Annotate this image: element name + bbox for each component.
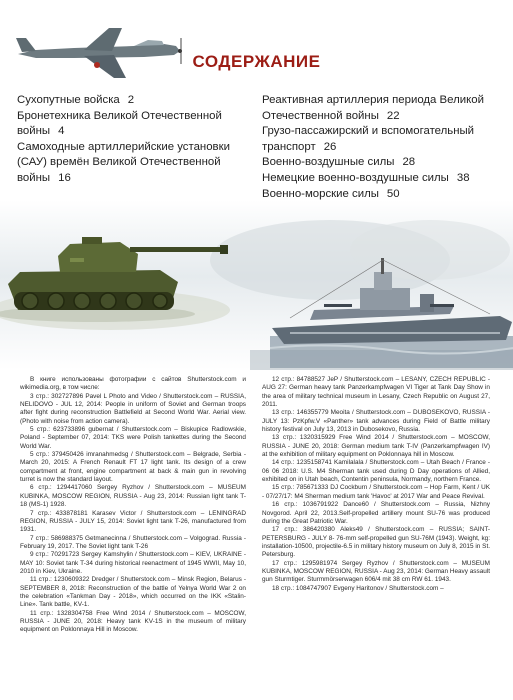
toc-item-title: Грузо-пассажирский и вспомогательный транспорт [262, 125, 475, 153]
toc-item[interactable] [17, 93, 257, 109]
toc-item-page: 22 [386, 109, 400, 122]
credit-line: 14 стр.: 1235158741 Kamilalala / Shutterstock.com – Utah Beach / France - 06 06 2018: U.S. M4 Sherman tank used during D Day operations of Allied, exhibited on in Utah beach, Contentin peninsula, Normandy, northern France. [262, 459, 490, 484]
toc-item-title: Реактивная артиллерия периода Великой Отечественной войны [262, 94, 484, 122]
credit-line: 13 стр.: 1320315929 Free Wind 2014 / Shutterstock.com – MOSCOW, RUSSIA - JUNE 20, 2018: German medium tank T-IV (Panzerkampfwagen IV) at the exhibition of military equipment on Poklonnaya hill in Moscow. [262, 434, 490, 459]
credit-line: 12 стр.: 84788527 JeP / Shutterstock.com – LESANY, CZECH REPUBLIC - AUG 27: German heavy tank Panzerkampfwagen VI Tiger at Tank Day Show in the area of military technical museum in Lesany, Czech Republic on August 27, 2011. [262, 376, 490, 409]
credit-line: 17 стр.: 1295981974 Sergey Ryzhov / Shutterstock.com – MUSEUM KUBINKA, MOSCOW REGION, RUSSIA - Aug 23, 2014: German Heavy assault gun Sturmtiger. Sturmmörserwagen 606/4 mit 38 cm RW 61. 1943. [262, 559, 490, 584]
credit-line: 6 стр.: 1294417060 Sergey Ryzhov / Shutterstock.com – MUSEUM KUBINKA, MOSCOW REGION, RUSSIA - Aug 23, 2014: Russian light tank T-18 (MS-1) 1928. [20, 484, 246, 509]
photo-credits-right [262, 376, 490, 593]
credit-line: 7 стр.: 433878181 Karasev Victor / Shutterstock.com – LENINGRAD REGION, RUSSIA - JULY 15, 2014: Soviet light tank T-26, manufactured from 1931. [20, 509, 246, 534]
toc-item-page: 4 [58, 125, 65, 138]
toc-item-page: 2 [127, 94, 135, 106]
toc-item[interactable] [262, 93, 502, 124]
toc-item-page: 26 [323, 140, 337, 153]
toc-left-column [17, 93, 257, 187]
credit-line: 17 стр.: 386420380 Aleks49 / Shutterstock.com – RUSSIA; SAINT-PETERSBURG - JULY 8- 76-mm self-propelled gun SU-76M (1943). Weight, kg: installation-10500, projectile-6.5 in military history museum on July 8, 2015 in St. Petersburg. [262, 526, 490, 559]
credit-line: 13 стр.: 146355779 Meoita / Shutterstock.com – DUBOSEKOVO, RUSSIA - JULY 13: PzKpfw.V «Panther» tank advances during Field of Battle military history festival on July 13, 2013 in Dubosekovo, Russia. [262, 409, 490, 434]
toc-item-page: 16 [58, 171, 71, 184]
toc-item-title: Немецкие военно-воздушные силы [262, 171, 449, 184]
credit-line: 11 стр.: 1230609322 Dredger / Shutterstock.com – Minsk Region, Belarus - SEPTEMBER 8, 2018: Reconstruction of the battle of Yelnya World War 2 on the celebration «Tankman Day - 2018», which occurred on the IKK «Stalin-Line». Tank battle, KV-1. [20, 576, 246, 609]
toc-item-title: Самоходные артиллерийские установки (САУ) времён Великой Отечественной войны [17, 140, 230, 184]
toc-item-title: Сухопутные войска [17, 94, 120, 106]
toc-item-title: Военно-морские силы [262, 187, 379, 200]
toc-item[interactable] [17, 140, 257, 187]
credit-line: 3 стр.: 302727896 Pavel L Photo and Video / Shutterstock.com – RUSSIA, NELIDOVO - JUL 12, 2014: People in uniform of Soviet and German troops after fight during reconstruction Battlefield at Second World War. Aerial view. (Photo with noise from action camera). [20, 392, 246, 425]
toc-item-page: 38 [456, 171, 470, 184]
credit-line: 7 стр.: 586988375 Getmanecinna / Shutterstock.com – Volgograd. Russia - February 19, 2017. The Soviet light tank T-26 [20, 534, 246, 550]
credit-line: 18 стр.: 1084747907 Evgeny Haritonov / Shutterstock.com – [272, 584, 444, 592]
toc-item-page: 28 [402, 156, 416, 169]
toc-item-page: 50 [386, 187, 400, 200]
toc-item[interactable] [262, 155, 502, 171]
credit-line: 16 стр.: 1036791922 Dance60 / Shutterstock.com – Russia, Nizhny Novgorod. April 22, 2013.Self-propelled artillery mount SU-76 was produced during the Great Patriotic War. [262, 501, 490, 525]
t34-tank-illustration [0, 226, 230, 326]
credit-line: В книге использованы фотографии с сайтов Shutterstock.com и wikimedia.org, в том числе: [20, 376, 246, 392]
credit-line: 5 стр.: 623733896 gubernat / Shutterstock.com – Biskupice Radlowskie, Poland - September 07, 2014: TKS were Polish tankettes during the Second World War. [20, 426, 246, 450]
credit-line: 9 стр.: 70291723 Sergey Kamshylin / Shutterstock.com – KIEV, UKRAINE - MAY 10: Soviet tank T-34 during historical reenactment of 1945 WWII, May 10, 2010 in Kiev, Ukraine. [20, 551, 246, 575]
toc-item-title: Военно-воздушные силы [262, 156, 395, 169]
credit-line: 11 стр.: 1328304758 Free Wind 2014 / Shutterstock.com – MOSCOW, RUSSIA - JUNE 20, 2018: Heavy tank KV-1S in the museum of military equipment on Poklonnaya Hill in Moscow. [20, 609, 246, 634]
toc-item[interactable] [17, 109, 257, 140]
photo-credits-left [20, 376, 246, 635]
toc-item[interactable] [262, 124, 502, 155]
credit-line: 15 стр.: 785671333 DJ Cockburn / Shutterstock.com – Hop Farm, Kent / UK - 07/27/17: M4 Sherman medium tank 'Havoc' at 2017 War and Peace Revival. [262, 484, 490, 500]
page-title: СОДЕРЖАНИЕ [192, 52, 321, 71]
cruiser-warship-illustration [270, 258, 513, 368]
toc-item[interactable] [262, 171, 502, 187]
credit-line: 5 стр.: 379450426 imranahmedsg / Shutterstock.com – Belgrade, Serbia - March 20, 2015: A French Renault FT 17 light tank. Its design of a crew compartment at front, engine compartment at back & main gun in revolving turret is now the standard layout. [20, 451, 246, 484]
toc-item-title: Бронетехника Великой Отечественной войны [17, 109, 222, 138]
